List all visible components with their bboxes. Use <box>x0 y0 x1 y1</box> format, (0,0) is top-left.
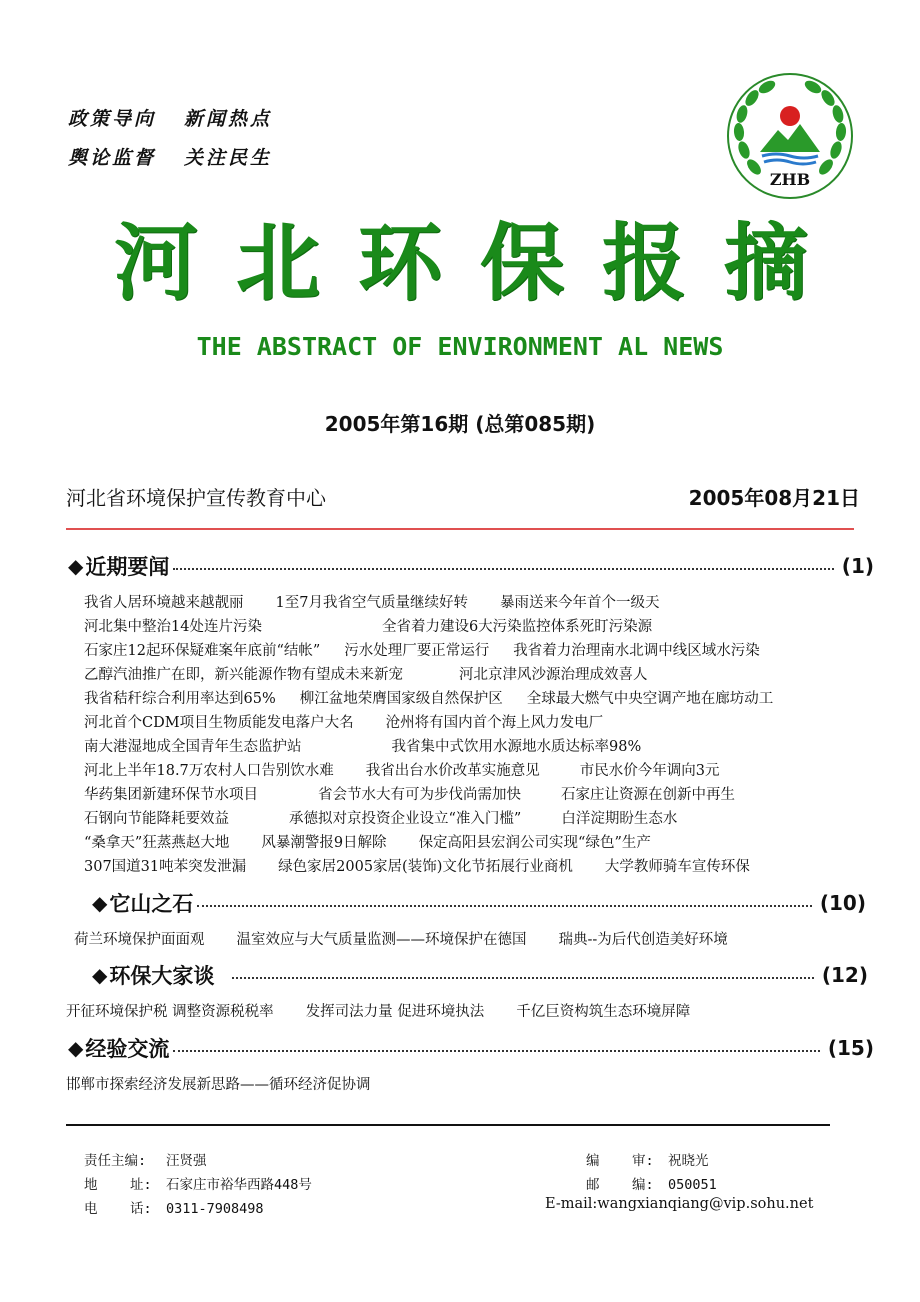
environmental-protection-emblem-icon <box>726 72 854 200</box>
list-item: 我省秸秆综合利用率达到65% 柳江盆地荣膺国家级自然保护区 全球最大燃气中央空调产地在廊坊动工 <box>84 691 774 707</box>
slogan-line-2 <box>68 143 272 170</box>
list-item: 石钢向节能降耗要效益 承德拟对京投资企业设立“准入门槛” 白洋淀期盼生态水 <box>84 811 678 827</box>
footer-chief-editor: 责任主编: 汪贤强 <box>84 1153 207 1169</box>
section-title: 经验交流 <box>85 1037 170 1061</box>
header-divider <box>66 528 854 530</box>
slogan-news: 新闻热点 <box>184 108 273 130</box>
footer-divider <box>66 1124 830 1126</box>
diamond-bullet-icon: ◆ <box>68 1036 84 1060</box>
list-item: 河北上半年18.7万农村人口告别饮水难 我省出台水价改革实施意见 市民水价今年调向3元 <box>84 763 720 779</box>
diamond-bullet-icon: ◆ <box>92 963 108 987</box>
diamond-bullet-icon: ◆ <box>68 554 84 578</box>
publisher: 河北省环境保护宣传教育中心 <box>66 486 326 510</box>
list-item: 邯郸市探索经济发展新思路——循环经济促协调 <box>66 1077 371 1093</box>
section-title: 近期要闻 <box>85 555 170 579</box>
list-item: 石家庄12起环保疑难案年底前“结帐” 污水处理厂要正常运行 我省着力治理南水北调中线区域水污染 <box>84 643 760 659</box>
section-header-foreign-experience[interactable] <box>92 888 866 918</box>
slogan-line-1 <box>68 104 272 131</box>
slogan-livelihood: 关注民生 <box>184 147 273 169</box>
list-item: “桑拿天”狂蒸燕赵大地 风暴潮警报9日解除 保定高阳县宏润公司实现“绿色”生产 <box>84 835 651 851</box>
list-item: 我省人居环境越来越靓丽 1至7月我省空气质量继续好转 暴雨送来今年首个一级天 <box>84 595 660 611</box>
list-item: 乙醇汽油推广在即，新兴能源作物有望成未来新宠 河北京津风沙源治理成效喜人 <box>84 667 648 683</box>
masthead-title: 河北环保报摘 <box>113 214 846 312</box>
section-header-recent-news[interactable] <box>68 551 874 581</box>
list-item: 荷兰环境保护面面观 温室效应与大气质量监测——环境保护在德国 瑞典--为后代创造美好环境 <box>74 932 728 948</box>
list-item: 开征环境保护税 调整资源税税率 发挥司法力量 促进环境执法 千亿巨资构筑生态环境屏障 <box>66 1004 691 1020</box>
list-item: 河北首个CDM项目生物质能发电落户大名 沧州将有国内首个海上风力发电厂 <box>84 715 604 731</box>
footer-postcode: 邮 编: 050051 <box>586 1177 717 1193</box>
section-title: 它山之石 <box>109 892 194 916</box>
dot-leader <box>232 977 813 979</box>
masthead-subtitle: THE ABSTRACT OF ENVIRONMENT AL NEWS <box>196 332 724 361</box>
section-page: (15) <box>827 1036 874 1060</box>
list-item: 307国道31吨苯突发泄漏 绿色家居2005家居(装饰)文化节拓展行业商机 大学教师骑车宣传环保 <box>84 859 750 875</box>
list-item: 河北集中整治14处连片污染 全省着力建设6大污染监控体系死盯污染源 <box>84 619 653 635</box>
list-item: 华药集团新建环保节水项目 省会节水大有可为步伐尚需加快 石家庄让资源在创新中再生 <box>84 787 735 803</box>
footer-address: 地 址: 石家庄市裕华西路448号 <box>84 1177 312 1193</box>
dot-leader <box>173 568 833 570</box>
diamond-bullet-icon: ◆ <box>92 891 108 915</box>
dot-leader <box>197 905 811 907</box>
footer-reviewer: 编 审: 祝晓光 <box>586 1153 709 1169</box>
slogan-supervision: 舆论监督 <box>68 147 157 169</box>
list-item: 南大港湿地成全国青年生态监护站 我省集中式饮用水源地水质达标率98% <box>84 739 642 755</box>
svg-text:ZHB: ZHB <box>769 170 811 189</box>
section-title: 环保大家谈 <box>109 964 215 988</box>
section-page: (1) <box>841 554 874 578</box>
section-header-public-discussion[interactable] <box>92 960 868 990</box>
footer-phone: 电 话: 0311-7908498 <box>84 1201 264 1217</box>
issue-number: 2005年第16期 (总第085期) <box>324 412 596 436</box>
dot-leader <box>173 1050 819 1052</box>
section-header-experience-exchange[interactable] <box>68 1033 874 1063</box>
section-page: (10) <box>819 891 866 915</box>
footer-email[interactable]: E-mail:wangxianqiang@vip.sohu.net <box>545 1196 814 1212</box>
slogan-policy: 政策导向 <box>68 108 157 130</box>
section-page: (12) <box>821 963 868 987</box>
publication-date: 2005年08月21日 <box>688 486 860 510</box>
